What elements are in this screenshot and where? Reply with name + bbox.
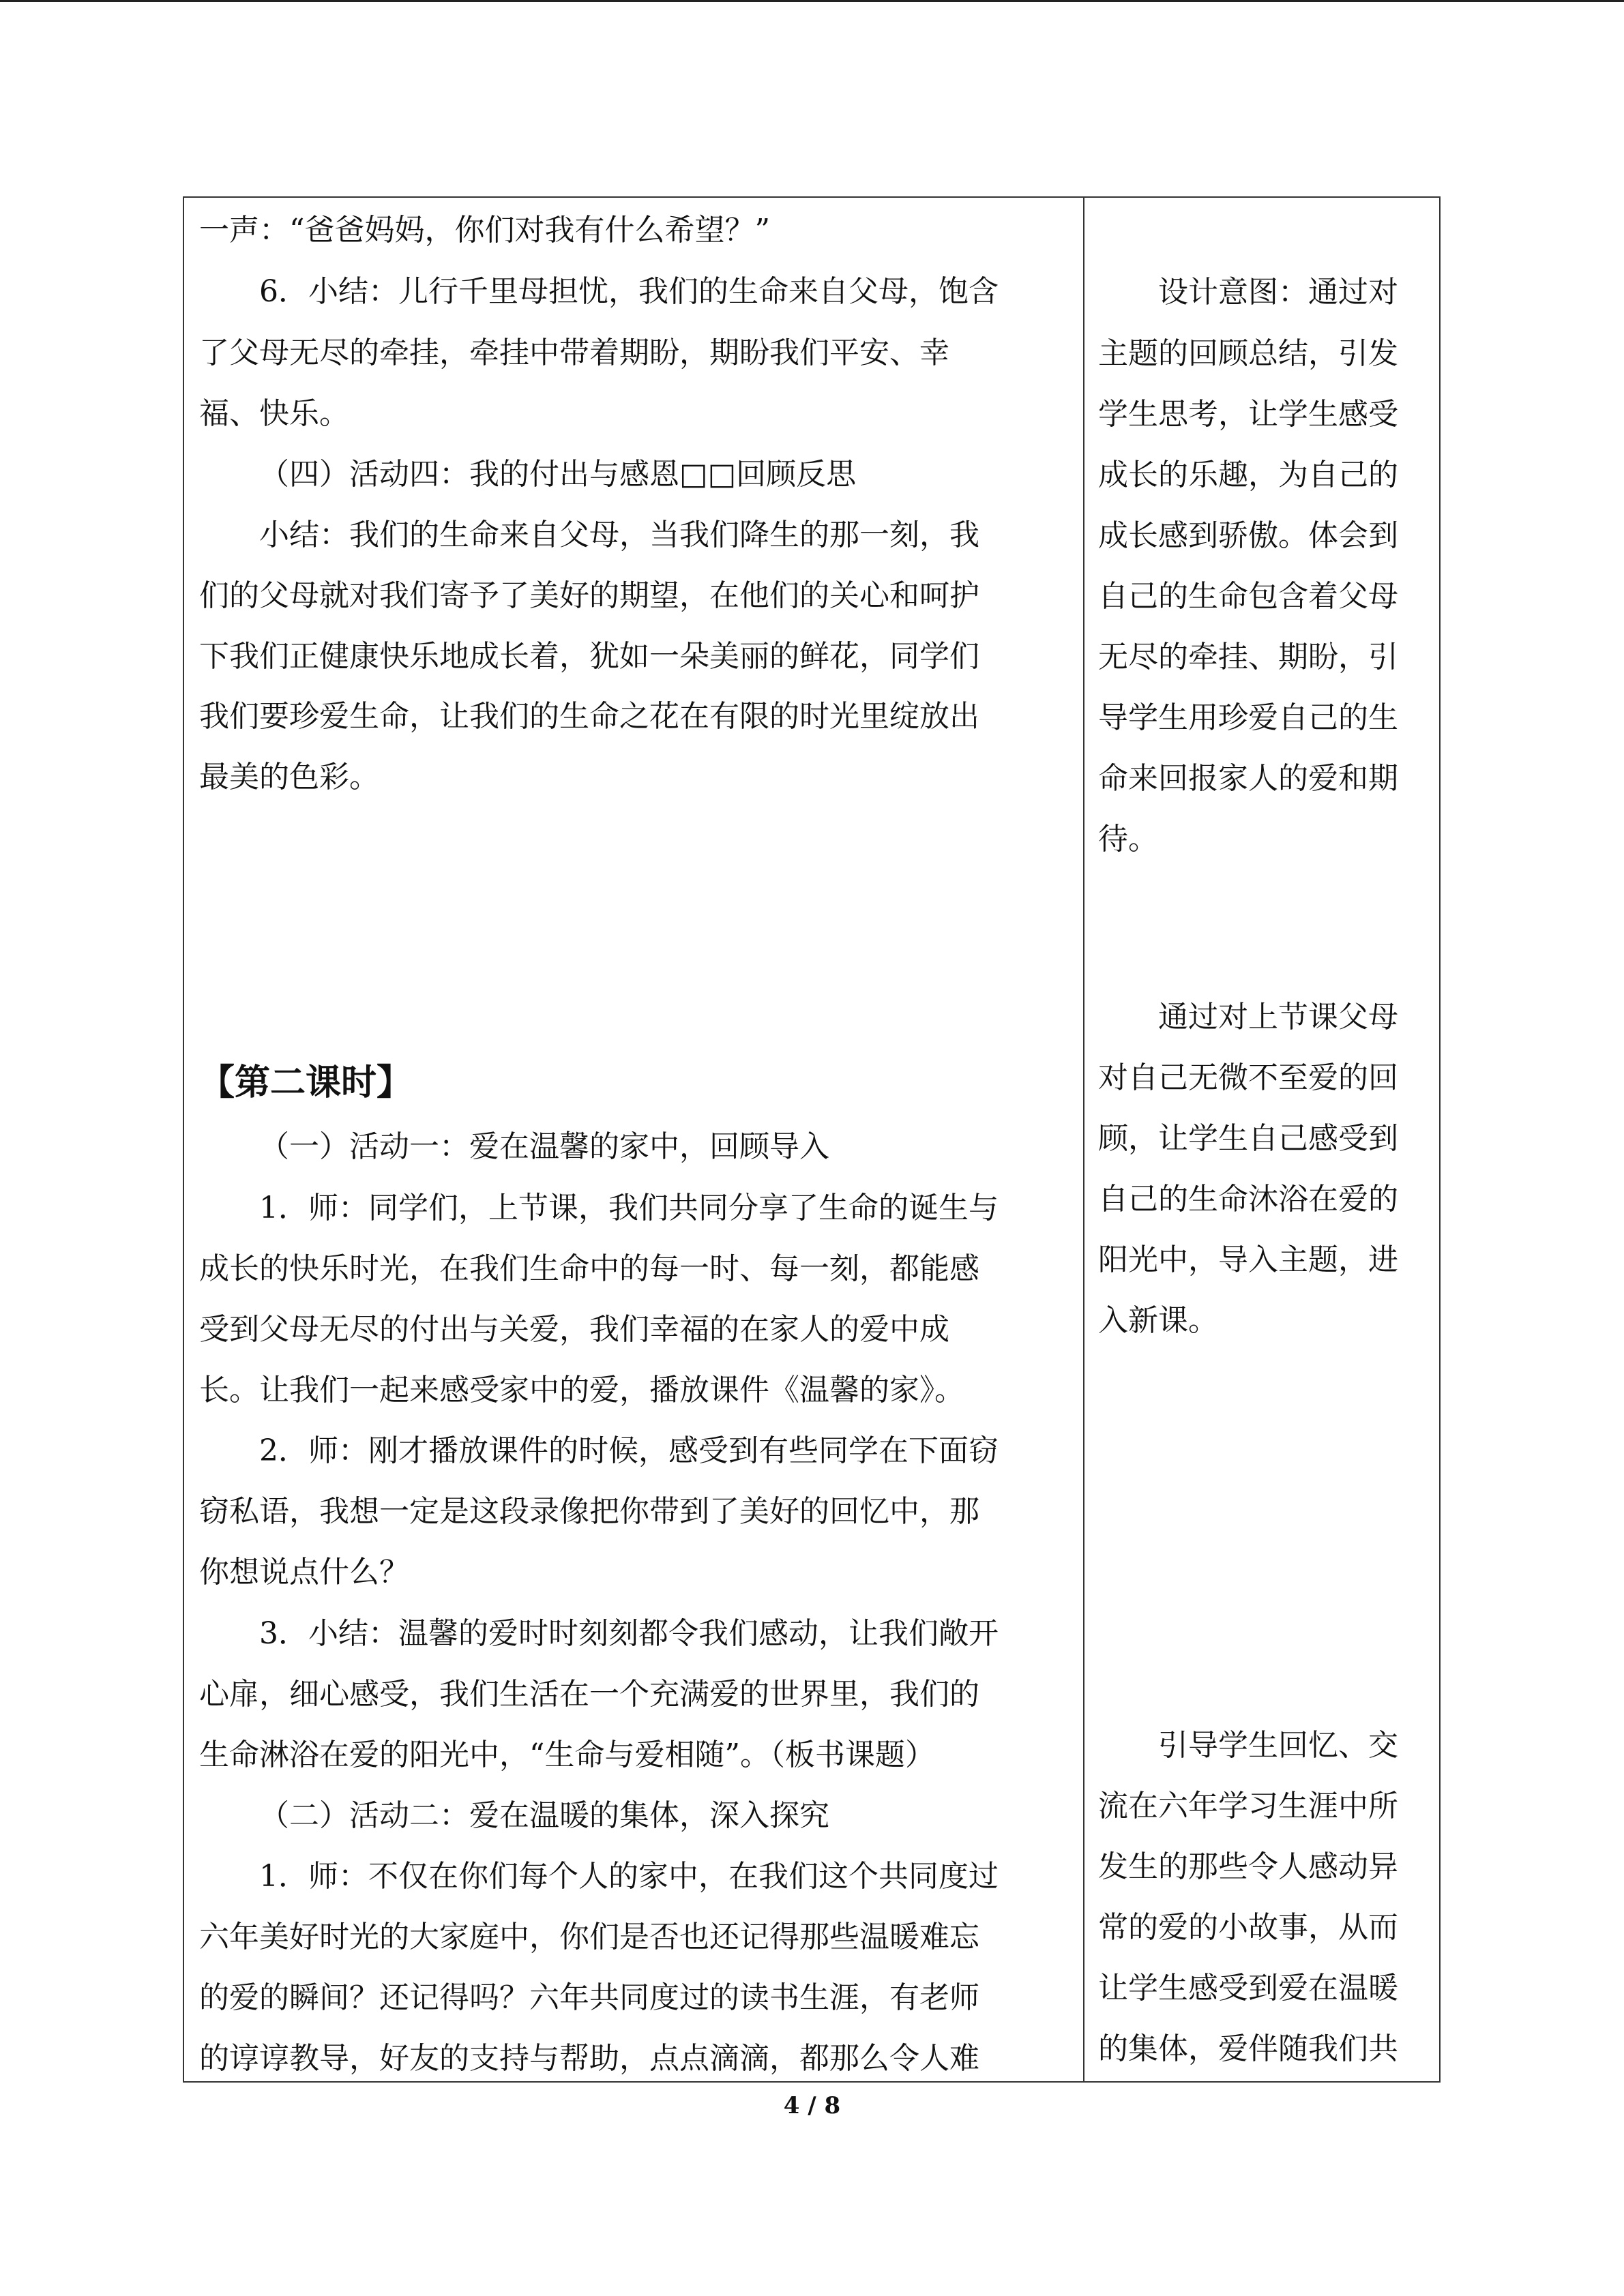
text-line: 福、快乐。 <box>199 396 349 431</box>
column-divider <box>1083 198 1084 2081</box>
text-line: 导学生用珍爱自己的生 <box>1098 700 1398 735</box>
text-line: 学生思考，让学生感受 <box>1098 397 1398 432</box>
text-line: 我们要珍爱生命，让我们的生命之花在有限的时光里绽放出 <box>199 699 979 734</box>
text-line: 成长的快乐时光，在我们生命中的每一时、每一刻，都能感 <box>199 1251 979 1286</box>
text-line: 阳光中，导入主题，进 <box>1098 1242 1398 1277</box>
text-line: 6．小结：儿行千里母担忧，我们的生命来自父母，饱含 <box>259 274 999 309</box>
text-line: 引导学生回忆、交 <box>1158 1728 1398 1763</box>
text-line: 的集体，爱伴随我们共 <box>1098 2031 1398 2066</box>
text-line: 顾，让学生自己感受到 <box>1098 1121 1398 1156</box>
section-heading: 【第二课时】 <box>199 1062 413 1103</box>
text-line: 受到父母无尽的付出与关爱，我们幸福的在家人的爱中成 <box>199 1312 949 1347</box>
text-line: 六年美好时光的大家庭中，你们是否也还记得那些温暖难忘 <box>199 1920 979 1954</box>
text-line: 设计意图：通过对 <box>1158 275 1398 310</box>
text-line: 们的父母就对我们寄予了美好的期望，在他们的关心和呵护 <box>199 578 979 613</box>
text-line: 让学生感受到爱在温暖 <box>1098 1971 1398 2006</box>
text-line: 了父母无尽的牵挂，牵挂中带着期盼，期盼我们平安、幸 <box>199 336 949 370</box>
text-line: 常的爱的小故事，从而 <box>1098 1910 1398 1945</box>
text-line: 3．小结：温馨的爱时时刻刻都令我们感动，让我们敞开 <box>259 1616 999 1651</box>
text-line: 流在六年学习生涯中所 <box>1098 1789 1398 1823</box>
text-line: 自己的生命包含着父母 <box>1098 579 1398 614</box>
text-line: 你想说点什么？ <box>199 1555 409 1590</box>
text-line: 对自己无微不至爱的回 <box>1098 1060 1398 1095</box>
top-rule <box>0 0 1624 2</box>
text-line: 最美的色彩。 <box>199 760 379 794</box>
text-line: （一）活动一：爱在温馨的家中，回顾导入 <box>259 1129 829 1164</box>
text-line: 1．师：同学们，上节课，我们共同分享了生命的诞生与 <box>259 1191 999 1225</box>
text-line: 一声：“爸爸妈妈，你们对我有什么希望？” <box>199 213 770 248</box>
lesson-plan-table <box>183 196 1441 2083</box>
text-line: 2．师：刚才播放课件的时候，感受到有些同学在下面窃 <box>259 1433 999 1468</box>
text-line: 窃私语，我想一定是这段录像把你带到了美好的回忆中，那 <box>199 1494 979 1529</box>
design-intent-column <box>1098 198 1431 2081</box>
text-line: 成长的乐趣，为自己的 <box>1098 458 1398 492</box>
text-line: 发生的那些令人感动异 <box>1098 1849 1398 1884</box>
text-line: 入新课。 <box>1098 1303 1218 1338</box>
text-line: （二）活动二：爱在温暖的集体，深入探究 <box>259 1798 829 1833</box>
page-number: 4 / 8 <box>783 2092 841 2119</box>
text-line: 主题的回顾总结，引发 <box>1098 336 1398 371</box>
text-line: 下我们正健康快乐地成长着，犹如一朵美丽的鲜花，同学们 <box>199 639 979 674</box>
text-line: 通过对上节课父母 <box>1158 1000 1398 1034</box>
text-line: 成长感到骄傲。体会到 <box>1098 518 1398 553</box>
text-line: 自己的生命沐浴在爱的 <box>1098 1182 1398 1217</box>
text-line: 的爱的瞬间？还记得吗？六年共同度过的读书生涯，有老师 <box>199 1980 979 2015</box>
text-line: 生命淋浴在爱的阳光中，“生命与爱相随”。（板书课题） <box>199 1738 935 1772</box>
text-line: 1．师：不仅在你们每个人的家中，在我们这个共同度过 <box>259 1859 999 1894</box>
text-line: 小结：我们的生命来自父母，当我们降生的那一刻，我 <box>259 518 979 552</box>
text-line: 无尽的牵挂、期盼，引 <box>1098 640 1398 674</box>
text-line: 命来回报家人的爱和期 <box>1098 761 1398 796</box>
text-line: （四）活动四：我的付出与感恩□□回顾反思 <box>259 457 857 492</box>
teaching-process-column <box>199 198 1071 2081</box>
text-line: 长。让我们一起来感受家中的爱，播放课件《温馨的家》。 <box>199 1373 964 1407</box>
text-line: 的谆谆教导，好友的支持与帮助，点点滴滴，都那么令人难 <box>199 2041 979 2076</box>
text-line: 待。 <box>1098 822 1158 856</box>
text-line: 心扉，细心感受，我们生活在一个充满爱的世界里，我们的 <box>199 1677 979 1712</box>
